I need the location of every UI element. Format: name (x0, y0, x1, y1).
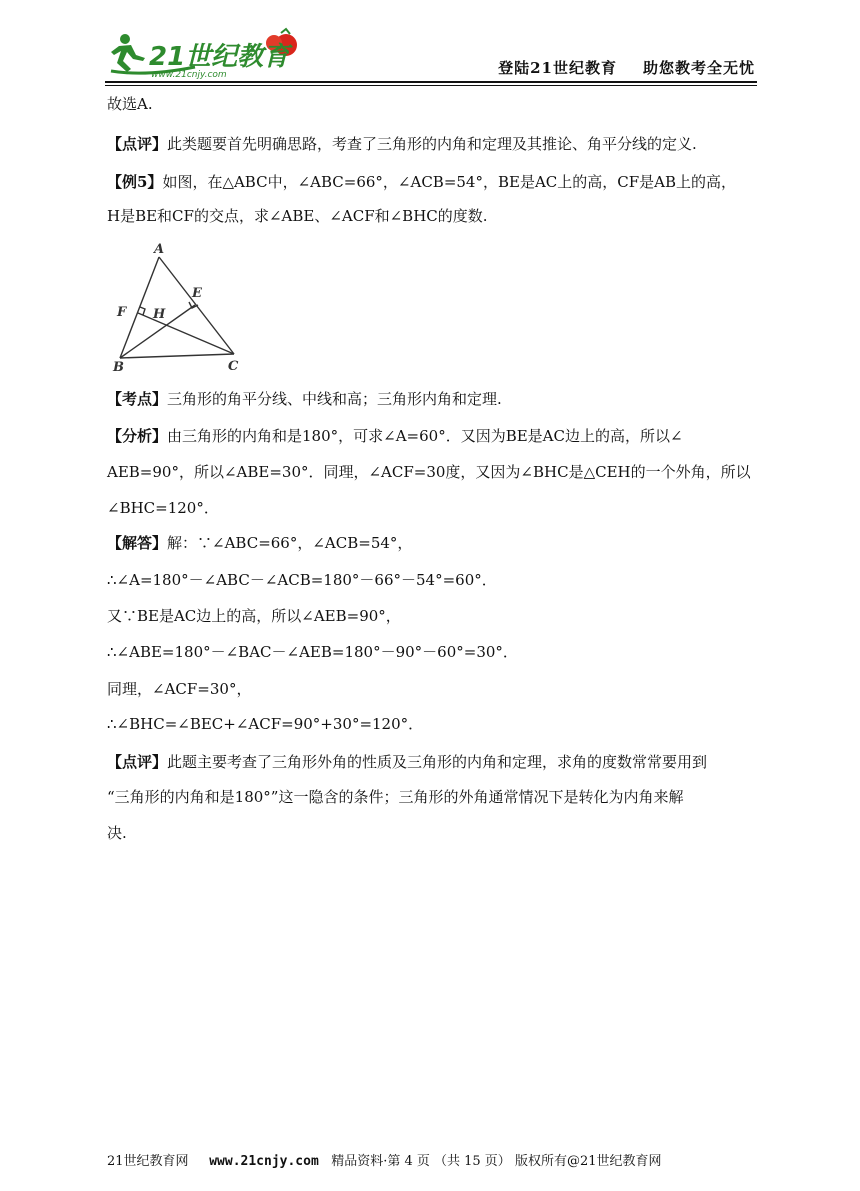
text-line: 故选A. (107, 95, 153, 113)
label-c: C (228, 359, 239, 372)
footer-page-info: 精品资料·第 4 页 （共 15 页） 版权所有@21世纪教育网 (331, 1154, 662, 1169)
text-line: AEB=90°，所以∠ABE=30°．同理，∠ACF=30度，又因为∠BHC是△CEH的一个外角，所以 (107, 463, 751, 481)
side-bc (120, 354, 234, 358)
section-label: 【解答】 (107, 534, 168, 552)
text-line: ∴∠BHC=∠BEC+∠ACF=90°+30°=120°． (107, 715, 424, 733)
section-label: 【分析】 (107, 427, 168, 445)
slogan-right: 助您教考全无忧 (642, 59, 755, 77)
label-a: A (154, 242, 165, 257)
right-angle-mark-e (189, 302, 198, 308)
header-rule (105, 81, 757, 83)
comment-paragraph: 【点评】此类题要首先明确思路，考查了三角形的内角和定理及其推论、角平分线的定义. (107, 135, 697, 153)
header-rule-thin (105, 85, 757, 86)
21cnjy-logo (105, 25, 315, 81)
page-header (105, 25, 757, 83)
header-slogan (498, 57, 755, 78)
text-line: ∠BHC=120°． (107, 499, 219, 517)
label-f: F (117, 305, 127, 320)
text-line: 决. (107, 824, 127, 842)
slogan-left: 登陆21世纪教育 (498, 59, 617, 77)
section-label: 【考点】 (107, 390, 168, 408)
footer-site-link: www.21cnjy.com (209, 1154, 319, 1169)
label-h: H (153, 307, 166, 322)
dianping-paragraph: 【点评】此题主要考查了三角形外角的性质及三角形的内角和定理，求角的度数常常要用到 (107, 753, 708, 771)
text-line: ∴∠A=180°－∠ABC－∠ACB=180°－66°－54°=60°． (107, 571, 497, 589)
kaodian-paragraph: 【考点】三角形的角平分线、中线和高；三角形内角和定理. (107, 390, 502, 408)
text-line: 同理，∠ACF=30°， (107, 680, 252, 698)
svg-text:21世纪教育: 21世纪教育 (149, 42, 290, 72)
section-label: 【例5】 (107, 173, 163, 191)
label-e: E (192, 286, 202, 301)
jieda-paragraph: 【解答】解：∵∠ABC=66°，∠ACB=54°， (107, 534, 413, 552)
fenxi-paragraph: 【分析】由三角形的内角和是180°，可求∠A=60°．又因为BE是AC边上的高，所以∠ (107, 427, 683, 445)
example-paragraph: 【例5】如图，在△ABC中，∠ABC=66°，∠ACB=54°，BE是AC上的高，CF是AB上的高， (107, 173, 736, 191)
page-footer (107, 1150, 757, 1169)
label-b: B (113, 360, 124, 372)
triangle-figure (112, 238, 252, 372)
text-line: 又∵BE是AC边上的高，所以∠AEB=90°， (107, 607, 401, 625)
section-label: 【点评】 (107, 135, 168, 153)
section-label: 【点评】 (107, 753, 168, 771)
footer-brand: 21世纪教育网 (107, 1154, 189, 1169)
text-line: H是BE和CF的交点，求∠ABE、∠ACF和∠BHC的度数. (107, 207, 488, 225)
text-line: “三角形的内角和是180°”这一隐含的条件；三角形的外角通常情况下是转化为内角来解 (107, 788, 684, 806)
text-line: ∴∠ABE=180°－∠BAC－∠AEB=180°－90°－60°=30°． (107, 643, 518, 661)
svg-text:www.21cnjy.com: www.21cnjy.com (151, 70, 227, 80)
